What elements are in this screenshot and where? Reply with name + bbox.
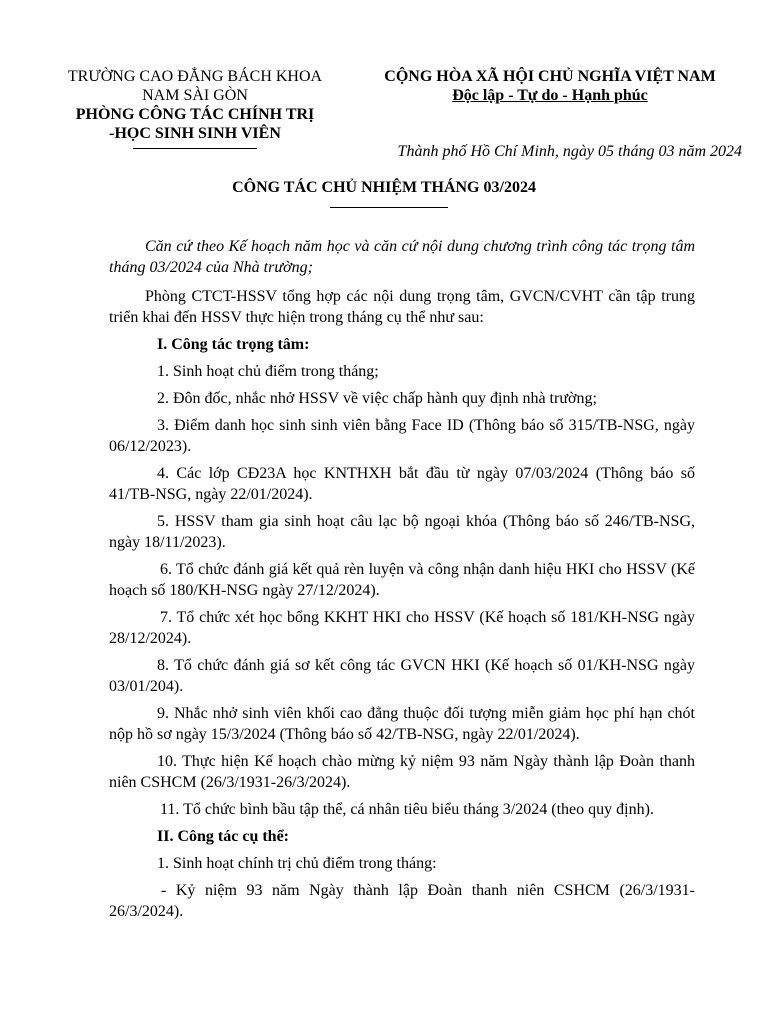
list-item: 6. Tổ chức đánh giá kết quả rèn luyện và công nhận danh hiệu HKI cho HSSV (Kế hoạch số 180/KH-NSG ngày 27/12/2024). bbox=[109, 561, 695, 599]
national-heading bbox=[350, 67, 750, 105]
list-item: 5. HSSV tham gia sinh hoạt câu lạc bộ ngoại khóa (Thông báo số 246/TB-NSG, ngày 18/11/2023). bbox=[109, 513, 695, 551]
list-item: 3. Điểm danh học sinh sinh viên bằng Face ID (Thông báo số 315/TB-NSG, ngày 06/12/2023). bbox=[109, 417, 695, 455]
list-item: 10. Thực hiện Kế hoạch chào mừng kỷ niệm 93 năm Ngày thành lập Đoàn thanh niên CSHCM (26/3/1931-26/3/2024). bbox=[109, 753, 695, 791]
list-item: 9. Nhắc nhở sinh viên khối cao đẳng thuộc đối tượng miễn giảm học phí hạn chót nộp hồ sơ ngày 15/3/2024 (Thông báo số 42/TB-NSG, ngày 22/01/2024). bbox=[109, 705, 695, 743]
list-item: 11. Tổ chức bình bầu tập thể, cá nhân tiêu biểu tháng 3/2024 (theo quy định). bbox=[160, 801, 654, 818]
national-motto: Độc lập - Tự do - Hạnh phúc bbox=[452, 87, 648, 104]
intro-paragraph: Căn cứ theo Kế hoạch năm học và căn cứ nội dung chương trình công tác trọng tâm tháng 03/2024 của Nhà trường; bbox=[109, 238, 695, 276]
section-heading: I. Công tác trọng tâm: bbox=[157, 336, 310, 353]
list-item: 4. Các lớp CĐ23A học KNTHXH bắt đầu từ ngày 07/03/2024 (Thông báo số 41/TB-NSG, ngày 22/01/2024). bbox=[109, 465, 695, 503]
lead-paragraph: Phòng CTCT-HSSV tổng hợp các nội dung trọng tâm, GVCN/CVHT cần tập trung triển khai đến HSSV thực hiện trong tháng cụ thể như sau: bbox=[109, 288, 695, 326]
issuing-organization bbox=[50, 67, 340, 149]
document-title: CÔNG TÁC CHỦ NHIỆM THÁNG 03/2024 bbox=[232, 179, 536, 196]
list-item: 8. Tổ chức đánh giá sơ kết công tác GVCN HKI (Kế hoạch số 01/KH-NSG ngày 03/01/204). bbox=[109, 657, 695, 695]
list-item: 7. Tổ chức xét học bổng KKHT HKI cho HSSV (Kế hoạch số 181/KH-NSG ngày 28/12/2024). bbox=[109, 609, 695, 647]
list-item: 1. Sinh hoạt chính trị chủ điểm trong tháng: bbox=[157, 855, 437, 872]
org-name-line1: TRƯỜNG CAO ĐẲNG BÁCH KHOA bbox=[67, 68, 323, 85]
dept-name-line1: PHÒNG CÔNG TÁC CHÍNH TRỊ bbox=[75, 106, 315, 123]
list-item: - Kỷ niệm 93 năm Ngày thành lập Đoàn thanh niên CSHCM (26/3/1931-26/3/2024). bbox=[109, 882, 695, 920]
date-line: Thành phố Hồ Chí Minh, ngày 05 tháng 03 năm 2024 bbox=[397, 143, 742, 160]
list-item: 2. Đôn đốc, nhắc nhở HSSV về việc chấp hành quy định nhà trường; bbox=[157, 390, 597, 407]
org-name-line2: NAM SÀI GÒN bbox=[142, 87, 248, 104]
title-divider bbox=[330, 207, 448, 208]
list-item: 1. Sinh hoạt chủ điểm trong tháng; bbox=[157, 363, 379, 380]
document-body bbox=[109, 236, 695, 928]
country-name: CỘNG HÒA XÃ HỘI CHỦ NGHĨA VIỆT NAM bbox=[384, 68, 716, 85]
dept-name-line2: -HỌC SINH SINH VIÊN bbox=[109, 125, 281, 142]
section-heading: II. Công tác cụ thể: bbox=[157, 828, 289, 845]
